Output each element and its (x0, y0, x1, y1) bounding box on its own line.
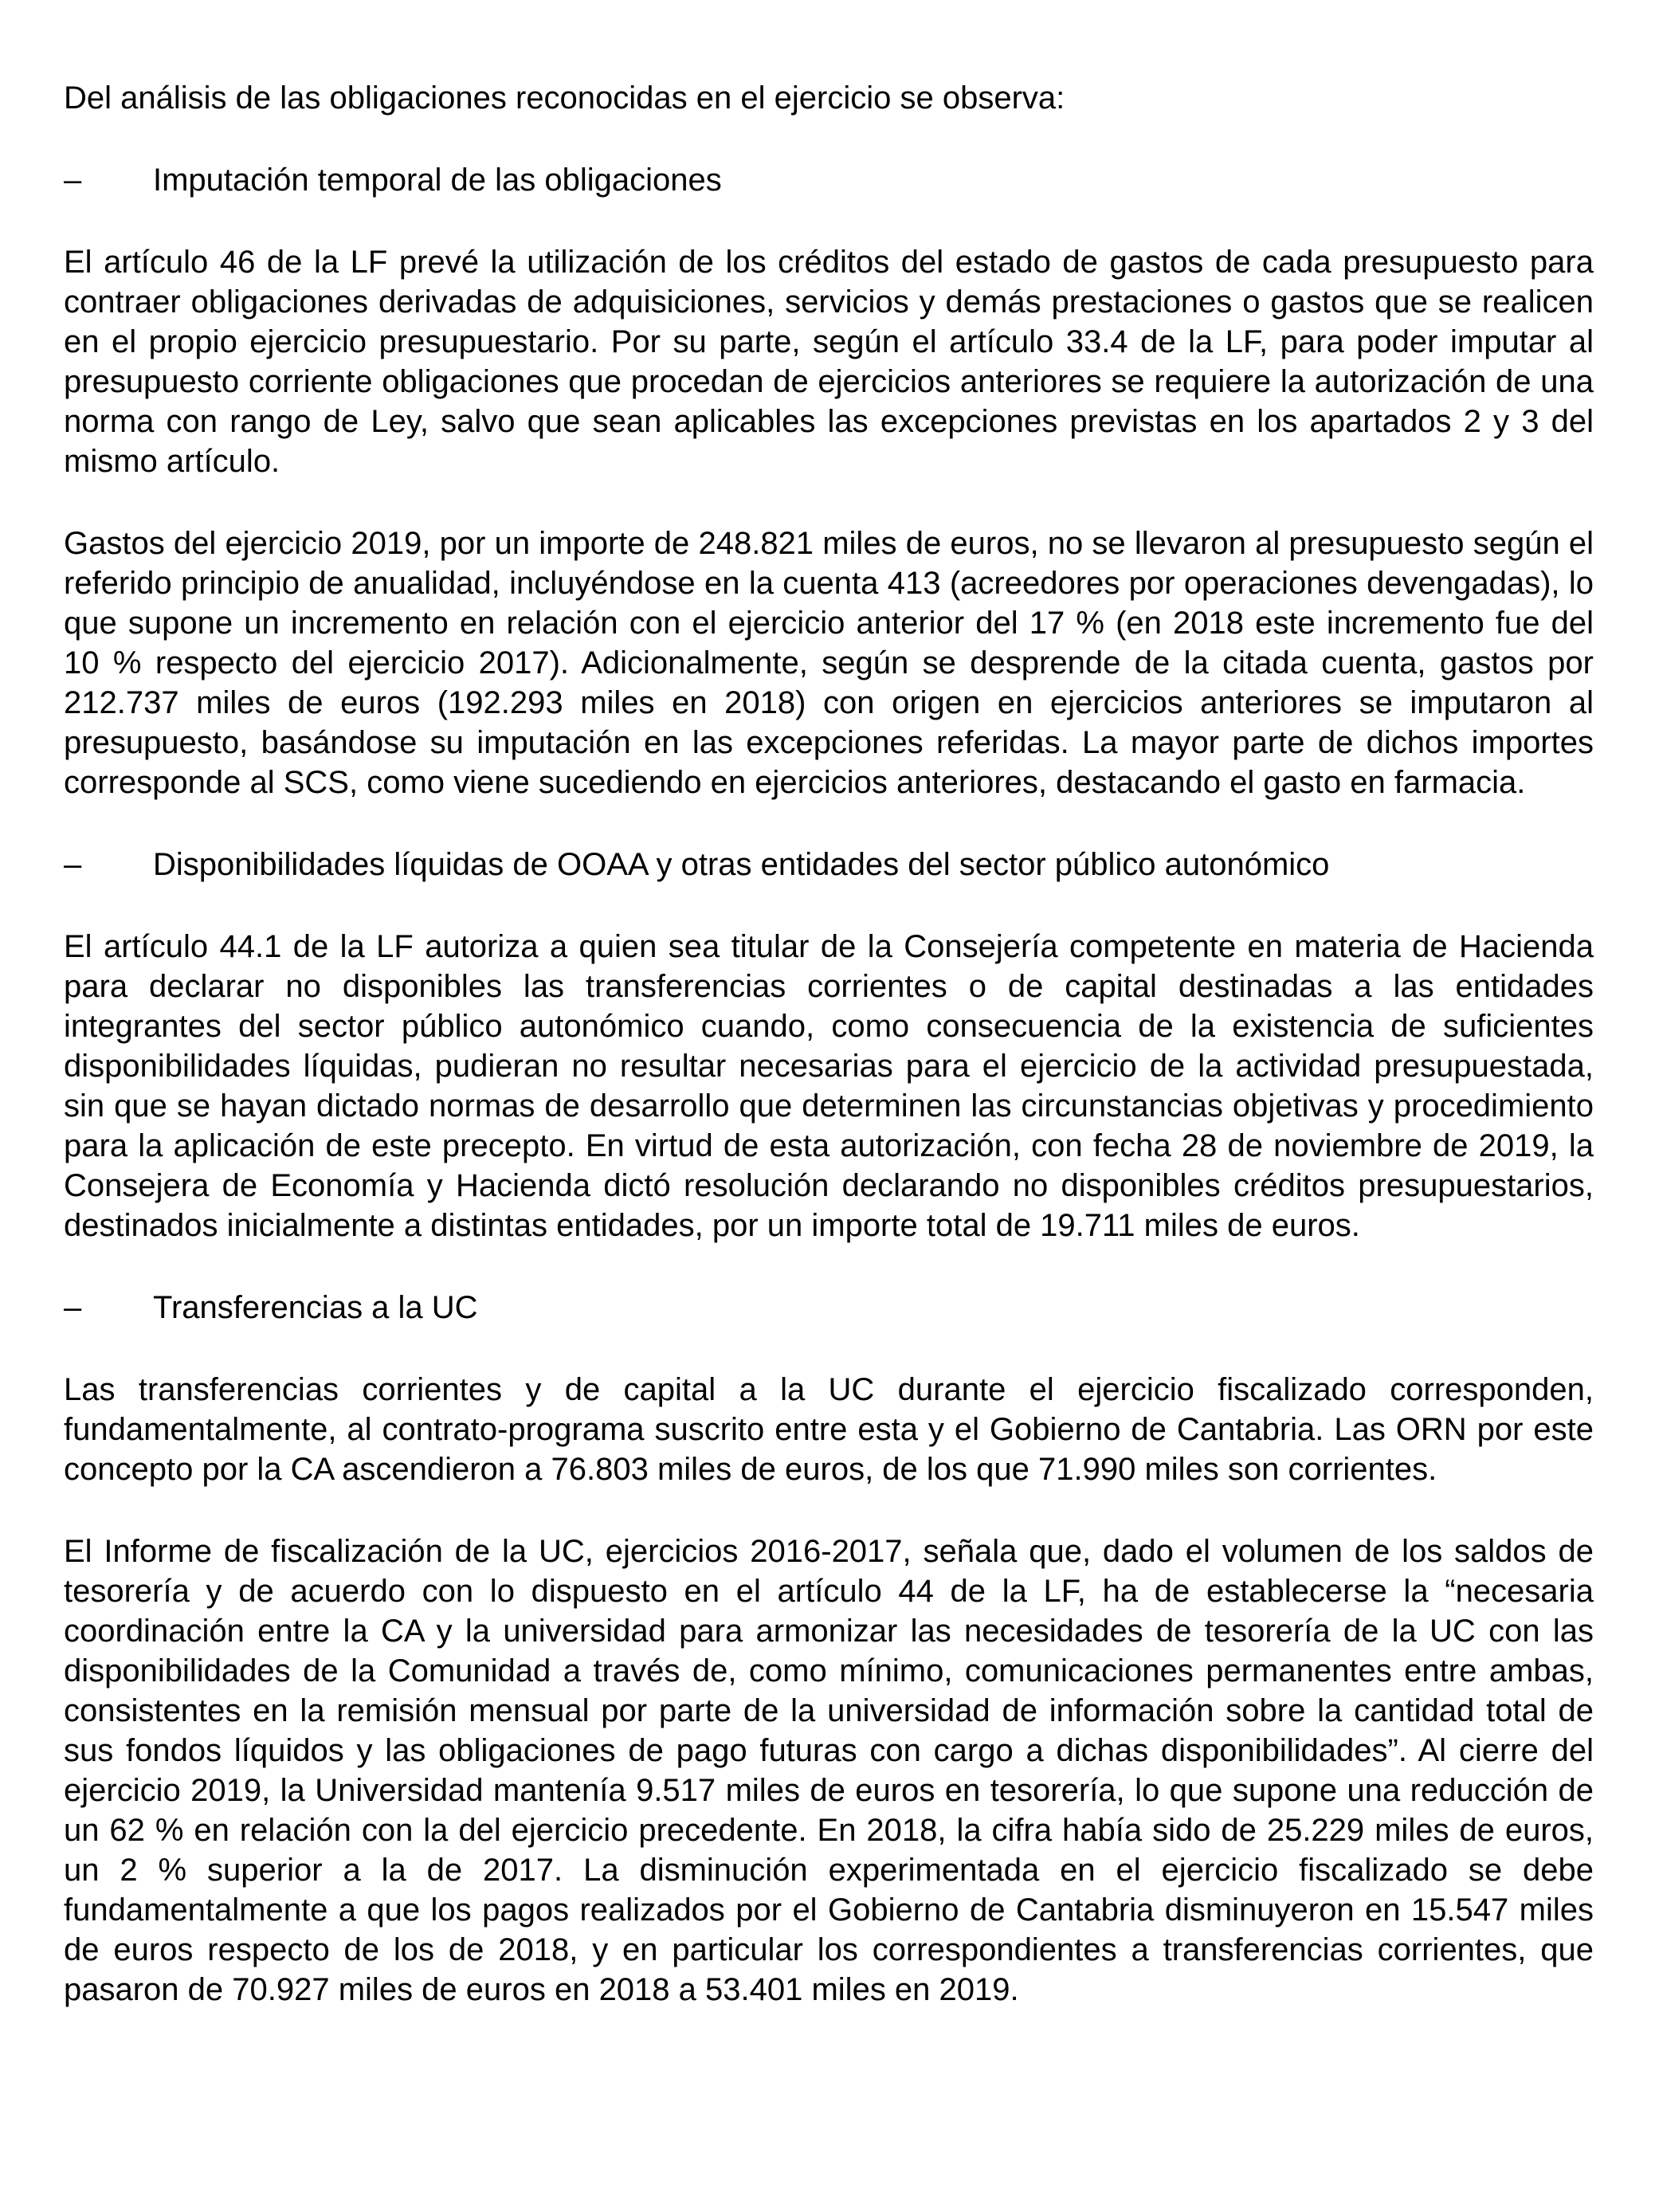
paragraph: Gastos del ejercicio 2019, por un importe de 248.821 miles de euros, no se llevaron al presupuesto según el referido principio de anualidad, incluyéndose en la cuenta 413 (acreedores por operaciones devengadas), lo que supone un incremento en relación con el ejercicio anterior del 17 % (en 2018 este incremento fue del 10 % respecto del ejercicio 2017). Adicionalmente, según se desprende de la citada cuenta, gastos por 212.737 miles de euros (192.293 miles en 2018) con origen en ejercicios anteriores se imputaron al presupuesto, basándose su imputación en las excepciones referidas. La mayor parte de dichos importes corresponde al SCS, como viene sucediendo en ejercicios anteriores, destacando el gasto en farmacia. (64, 526, 1594, 800)
paragraph: El artículo 46 de la LF prevé la utilización de los créditos del estado de gastos de cada presupuesto para contraer obligaciones derivadas de adquisiciones, servicios y demás prestaciones o gastos que se realicen en el propio ejercicio presupuestario. Por su parte, según el artículo 33.4 de la LF, para poder imputar al presupuesto corriente obligaciones que procedan de ejercicios anteriores se requiere la autorización de una norma con rango de Ley, salvo que sean aplicables las excepciones previstas en los apartados 2 y 3 del mismo artículo. (64, 245, 1594, 479)
paragraph: El artículo 44.1 de la LF autoriza a quien sea titular de la Consejería competente en materia de Hacienda para declarar no disponibles las transferencias corrientes o de capital destinadas a las entidades integrantes del sector público autonómico cuando, como consecuencia de la existencia de suficientes disponibilidades líquidas, pudieran no resultar necesarias para el ejercicio de la actividad presupuestada, sin que se hayan dictado normas de desarrollo que determinen las circunstancias objetivas y procedimiento para la aplicación de este precepto. En virtud de esta autorización, con fecha 28 de noviembre de 2019, la Consejera de Economía y Hacienda dictó resolución declarando no disponibles créditos presupuestarios, destinados inicialmente a distintas entidades, por un importe total de 19.711 miles de euros. (64, 929, 1594, 1243)
section-heading-transferencias (64, 1288, 1594, 1328)
dash-bullet: – (64, 1290, 82, 1325)
document-page (64, 78, 1594, 2052)
dash-bullet: – (64, 847, 82, 882)
paragraph: El Informe de fiscalización de la UC, ejercicios 2016-2017, señala que, dado el volumen de los saldos de tesorería y de acuerdo con lo dispuesto en el artículo 44 de la LF, ha de establecerse la “necesaria coordinación entre la CA y la universidad para armonizar las necesidades de tesorería de la UC con las disponibilidades de la Comunidad a través de, como mínimo, comunicaciones permanentes entre ambas, consistentes en la remisión mensual por parte de la universidad de información sobre la cantidad total de sus fondos líquidos y las obligaciones de pago futuras con cargo a dichas disponibilidades”. Al cierre del ejercicio 2019, la Universidad mantenía 9.517 miles de euros en tesorería, lo que supone una reducción de un 62 % en relación con la del ejercicio precedente. En 2018, la cifra había sido de 25.229 miles de euros, un 2 % superior a la de 2017. La disminución experimentada en el ejercicio fiscalizado se debe fundamentalmente a que los pagos realizados por el Gobierno de Cantabria disminuyeron en 15.547 miles de euros respecto de los de 2018, y en particular los correspondientes a transferencias corrientes, que pasaron de 70.927 miles de euros en 2018 a 53.401 miles en 2019. (64, 1534, 1594, 2007)
section-heading-disponibilidades (64, 845, 1594, 884)
paragraph: Las transferencias corrientes y de capital a la UC durante el ejercicio fiscalizado corresponden, fundamentalmente, al contrato-programa suscrito entre esta y el Gobierno de Cantabria. Las ORN por este concepto por la CA ascendieron a 76.803 miles de euros, de los que 71.990 miles son corrientes. (64, 1372, 1594, 1487)
section-heading-text: Transferencias a la UC (153, 1290, 478, 1325)
intro-paragraph: Del análisis de las obligaciones reconocidas en el ejercicio se observa: (64, 80, 1065, 116)
section-heading-text: Disponibilidades líquidas de OOAA y otras entidades del sector público autonómico (153, 847, 1330, 882)
section-heading-text: Imputación temporal de las obligaciones (153, 163, 722, 198)
dash-bullet: – (64, 163, 82, 198)
section-heading-imputacion (64, 160, 1594, 200)
